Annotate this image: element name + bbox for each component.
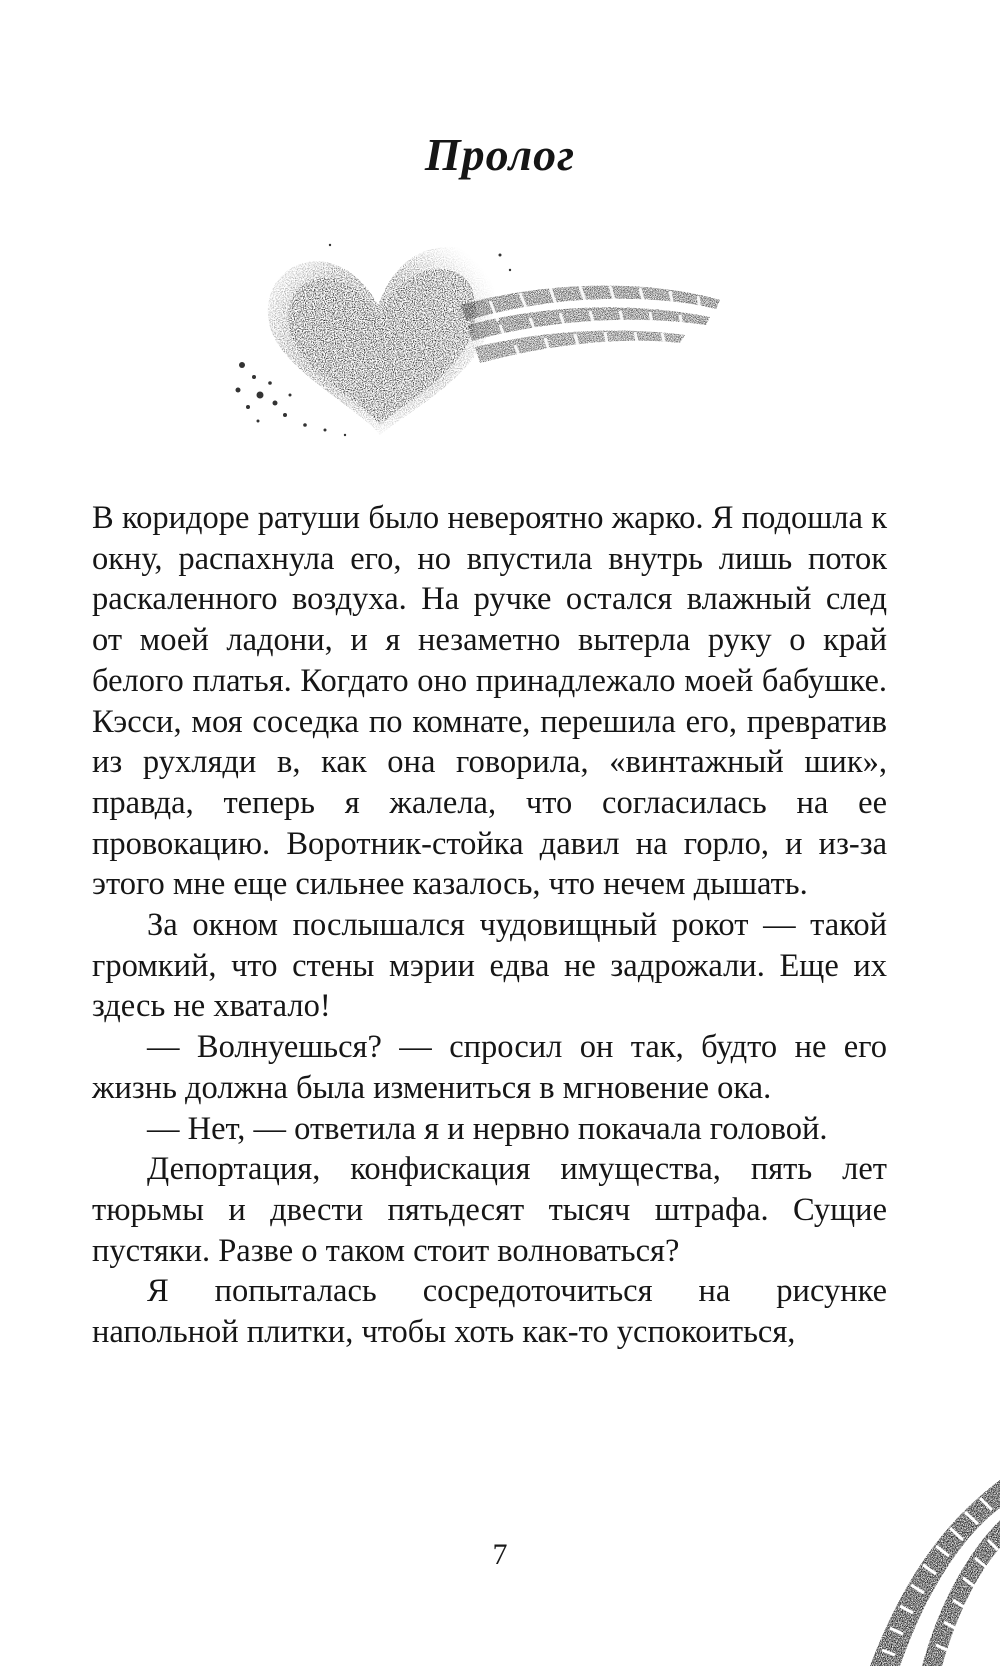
prologue-text xyxy=(92,498,887,1353)
paragraph: За окном послышался чудовищный рокот — такой громкий, что стены мэрии едва не задрожали. Еще их здесь не хватало! xyxy=(92,907,887,1025)
tire-track-icon xyxy=(810,1470,1000,1666)
paragraph: Я попыталась сосредоточиться на рисунке напольной плитки, чтобы хоть как-то успокоиться, xyxy=(92,1273,887,1351)
heart-tire-track-icon xyxy=(230,225,760,455)
paragraph: — Нет, — ответила я и нервно покачала головой. xyxy=(147,1110,828,1147)
paragraph: В коридоре ратуши было невероятно жарко. Я подошла к окну, распахнула его, но впустила внутрь лишь поток раскаленного воздуха. На ручке остался влажный след от моей ладони, и я незаметно вытерла руку о край белого платья. Когдато оно принадлежало моей бабушке. Кэсси, моя соседка по комнате, перешила его, превратив из рухляди в, как она говорила, «винтажный шик», правда, теперь я жалела, что согласилась на ее провокацию. Воротник-стойка давил на горло, и из-за этого мне еще сильнее казалось, что нечем дышать. xyxy=(92,500,887,903)
chapter-title: Пролог xyxy=(424,129,576,180)
page-number: 7 xyxy=(492,1538,508,1571)
paragraph: Депортация, конфискация имущества, пять лет тюрьмы и двести пятьдесят тысяч штрафа. Сущие пустяки. Разве о таком стоит волноваться? xyxy=(92,1151,887,1269)
paragraph: — Волнуешься? — спросил он так, будто не его жизнь должна была измениться в мгновение ока. xyxy=(92,1029,887,1106)
